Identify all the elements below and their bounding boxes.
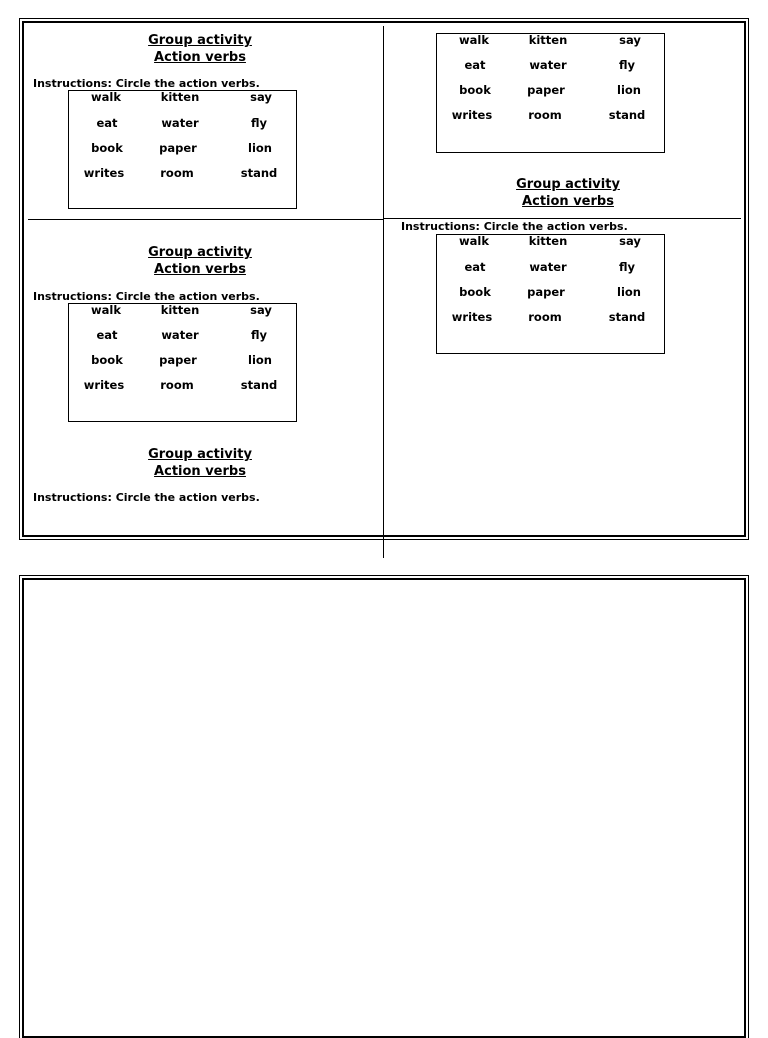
activity-title: Group activity xyxy=(148,447,252,462)
instructions-text: Instructions: Circle the action verbs. xyxy=(33,290,260,303)
word-cell[interactable]: eat xyxy=(464,58,486,72)
instructions-text: Instructions: Circle the action verbs. xyxy=(33,77,260,90)
word-cell[interactable]: writes xyxy=(83,166,125,180)
word-cell[interactable]: fly xyxy=(250,328,268,342)
word-cell[interactable]: stand xyxy=(608,310,646,324)
word-cell[interactable]: walk xyxy=(91,90,121,104)
instructions-text: Instructions: Circle the action verbs. xyxy=(33,491,260,504)
word-cell[interactable]: say xyxy=(250,90,272,104)
word-cell[interactable]: say xyxy=(619,33,641,47)
word-cell[interactable]: fly xyxy=(618,58,636,72)
word-cell[interactable]: walk xyxy=(91,303,121,317)
word-cell[interactable]: kitten xyxy=(528,33,568,47)
word-cell[interactable]: say xyxy=(619,234,641,248)
center-divider-line xyxy=(383,26,384,558)
word-cell[interactable]: eat xyxy=(96,116,118,130)
word-cell[interactable]: water xyxy=(161,116,199,130)
word-cell[interactable]: lion xyxy=(617,285,641,299)
word-cell[interactable]: paper xyxy=(527,285,565,299)
word-box xyxy=(68,303,297,422)
word-cell[interactable]: book xyxy=(91,141,123,155)
word-cell[interactable]: writes xyxy=(451,310,493,324)
word-cell[interactable]: water xyxy=(161,328,199,342)
word-cell[interactable]: book xyxy=(91,353,123,367)
word-cell[interactable]: lion xyxy=(617,83,641,97)
word-cell[interactable]: writes xyxy=(451,108,493,122)
left-horizontal-divider xyxy=(28,219,383,220)
word-cell[interactable]: paper xyxy=(159,353,197,367)
word-cell[interactable]: stand xyxy=(240,166,278,180)
activity-title: Group activity xyxy=(148,33,252,48)
instructions-text: Instructions: Circle the action verbs. xyxy=(401,220,628,233)
word-box xyxy=(436,33,665,153)
word-cell[interactable]: kitten xyxy=(528,234,568,248)
word-box xyxy=(436,234,665,354)
word-cell[interactable]: kitten xyxy=(160,303,200,317)
activity-subtitle: Action verbs xyxy=(154,50,246,65)
word-cell[interactable]: writes xyxy=(83,378,125,392)
word-cell[interactable]: book xyxy=(459,285,491,299)
page-2-frame xyxy=(22,578,746,1038)
word-box xyxy=(68,90,297,209)
word-cell[interactable]: paper xyxy=(527,83,565,97)
activity-subtitle: Action verbs xyxy=(154,262,246,277)
word-cell[interactable]: water xyxy=(529,260,567,274)
word-cell[interactable]: room xyxy=(160,166,194,180)
word-cell[interactable]: water xyxy=(529,58,567,72)
word-cell[interactable]: paper xyxy=(159,141,197,155)
word-cell[interactable]: room xyxy=(528,310,562,324)
activity-title: Group activity xyxy=(516,177,620,192)
right-horizontal-divider xyxy=(384,218,741,219)
word-cell[interactable]: walk xyxy=(459,33,489,47)
word-cell[interactable]: stand xyxy=(608,108,646,122)
word-cell[interactable]: lion xyxy=(248,141,272,155)
word-cell[interactable]: fly xyxy=(618,260,636,274)
activity-subtitle: Action verbs xyxy=(522,194,614,209)
word-cell[interactable]: say xyxy=(250,303,272,317)
word-cell[interactable]: room xyxy=(528,108,562,122)
word-cell[interactable]: room xyxy=(160,378,194,392)
word-cell[interactable]: book xyxy=(459,83,491,97)
word-cell[interactable]: eat xyxy=(464,260,486,274)
word-cell[interactable]: eat xyxy=(96,328,118,342)
activity-title: Group activity xyxy=(148,245,252,260)
word-cell[interactable]: fly xyxy=(250,116,268,130)
word-cell[interactable]: kitten xyxy=(160,90,200,104)
word-cell[interactable]: stand xyxy=(240,378,278,392)
word-cell[interactable]: walk xyxy=(459,234,489,248)
word-cell[interactable]: lion xyxy=(248,353,272,367)
activity-subtitle: Action verbs xyxy=(154,464,246,479)
